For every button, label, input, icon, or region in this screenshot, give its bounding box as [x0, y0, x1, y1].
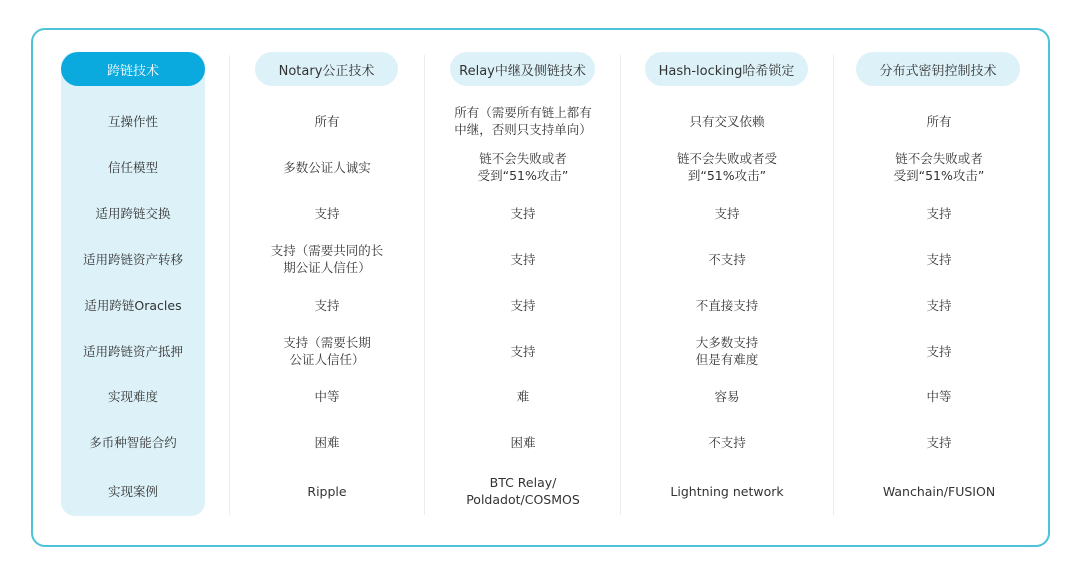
table-cell-text: 支持（需要长期 公证人信任） — [283, 335, 371, 367]
table-cell — [623, 191, 831, 235]
table-cell — [836, 374, 1042, 418]
row-label — [61, 145, 205, 189]
table-cell-text: 支持（需要共同的长 期公证人信任） — [270, 243, 384, 275]
table-cell — [427, 237, 619, 281]
table-cell — [836, 283, 1042, 327]
column-divider — [833, 55, 834, 515]
row-label — [61, 99, 205, 143]
table-cell — [232, 374, 422, 418]
table-cell-text: 不直接支持 — [695, 297, 759, 313]
row-label — [61, 374, 205, 418]
table-cell-text: 链不会失败或者 受到“51%攻击” — [893, 151, 985, 183]
table-cell-text: 中等 — [314, 388, 340, 404]
column-divider — [229, 55, 230, 515]
table-cell — [427, 329, 619, 373]
table-cell — [427, 469, 619, 513]
table-cell — [427, 99, 619, 143]
table-cell — [623, 145, 831, 189]
table-cell — [232, 469, 422, 513]
column-header-label: Notary公正技术 — [278, 63, 375, 79]
table-cell-text: 支持 — [926, 205, 952, 221]
row-label — [61, 420, 205, 464]
table-cell-text: 支持 — [926, 343, 952, 359]
table-cell — [623, 237, 831, 281]
table-cell — [623, 283, 831, 327]
table-cell — [232, 420, 422, 464]
table-cell — [836, 329, 1042, 373]
table-cell-text: 困难 — [314, 434, 340, 450]
table-cell — [836, 99, 1042, 143]
row-label-text: 信任模型 — [107, 159, 158, 175]
table-cell-text: 支持 — [510, 205, 536, 221]
row-label-text: 实现案例 — [107, 483, 158, 499]
table-cell-text: 不支持 — [708, 434, 746, 450]
table-cell-text: 难 — [516, 388, 530, 404]
row-label-text: 适用跨链资产转移 — [82, 251, 183, 267]
table-cell-text: Ripple — [307, 483, 347, 499]
table-cell — [427, 191, 619, 235]
table-cell — [836, 145, 1042, 189]
corner-header — [61, 52, 205, 86]
column-header-label: Hash-locking哈希锁定 — [658, 63, 795, 79]
row-label — [61, 329, 205, 373]
table-cell-text: 中等 — [926, 388, 952, 404]
table-cell-text: 支持 — [714, 205, 740, 221]
table-cell-text: 容易 — [714, 388, 740, 404]
table-cell — [232, 145, 422, 189]
table-cell — [836, 420, 1042, 464]
table-cell-text: 大多数支持 但是有难度 — [695, 335, 759, 367]
table-cell-text: 只有交叉依赖 — [689, 113, 765, 129]
table-cell-text: Wanchain/FUSION — [882, 483, 996, 499]
table-cell — [623, 374, 831, 418]
row-label-text: 多币种智能合约 — [89, 434, 177, 450]
table-cell — [232, 329, 422, 373]
table-cell-text: 所有 — [926, 113, 952, 129]
table-cell — [427, 145, 619, 189]
table-cell — [427, 420, 619, 464]
table-cell-text: 链不会失败或者受 到“51%攻击” — [676, 151, 777, 183]
table-cell-text: 支持 — [926, 434, 952, 450]
table-cell — [427, 283, 619, 327]
table-cell-text: 链不会失败或者 受到“51%攻击” — [477, 151, 569, 183]
column-header-hash-locking — [645, 52, 808, 86]
table-cell-text: 支持 — [926, 251, 952, 267]
table-cell-text: 不支持 — [708, 251, 746, 267]
column-header-label: Relay中继及侧链技术 — [459, 63, 586, 79]
table-cell — [623, 329, 831, 373]
row-label — [61, 283, 205, 327]
row-label — [61, 237, 205, 281]
column-divider — [620, 55, 621, 515]
table-cell — [836, 237, 1042, 281]
table-cell — [836, 469, 1042, 513]
table-cell — [232, 191, 422, 235]
row-label — [61, 469, 205, 513]
table-cell-text: 所有（需要所有链上都有 中继，否则只支持单向） — [454, 105, 592, 137]
row-label-text: 适用跨链资产抵押 — [82, 343, 183, 359]
table-cell — [623, 469, 831, 513]
table-cell-text: 多数公证人诚实 — [283, 159, 371, 175]
column-header-notary — [255, 52, 398, 86]
table-cell-text: 支持 — [510, 297, 536, 313]
row-label-text: 适用跨链交换 — [95, 205, 171, 221]
row-label-text: 实现难度 — [107, 388, 158, 404]
column-header-distributed-key — [856, 52, 1020, 86]
column-header-relay — [450, 52, 595, 86]
row-label — [61, 191, 205, 235]
table-cell — [427, 374, 619, 418]
table-cell — [232, 99, 422, 143]
table-cell-text: 支持 — [314, 297, 340, 313]
table-cell — [836, 191, 1042, 235]
table-cell-text: 支持 — [314, 205, 340, 221]
row-label-text: 互操作性 — [107, 113, 158, 129]
column-header-label: 分布式密钥控制技术 — [879, 63, 997, 79]
table-cell-text: 支持 — [510, 343, 536, 359]
row-label-text: 适用跨链Oracles — [84, 297, 182, 313]
table-cell-text: 所有 — [314, 113, 340, 129]
table-cell-text: 困难 — [510, 434, 536, 450]
table-cell-text: Lightning network — [670, 483, 784, 499]
table-cell — [232, 283, 422, 327]
table-cell — [623, 420, 831, 464]
table-cell — [232, 237, 422, 281]
corner-header-label: 跨链技术 — [106, 63, 159, 79]
table-cell-text: BTC Relay/ Poldadot/COSMOS — [466, 475, 580, 507]
table-cell-text: 支持 — [510, 251, 536, 267]
table-cell-text: 支持 — [926, 297, 952, 313]
column-divider — [424, 55, 425, 515]
table-cell — [623, 99, 831, 143]
